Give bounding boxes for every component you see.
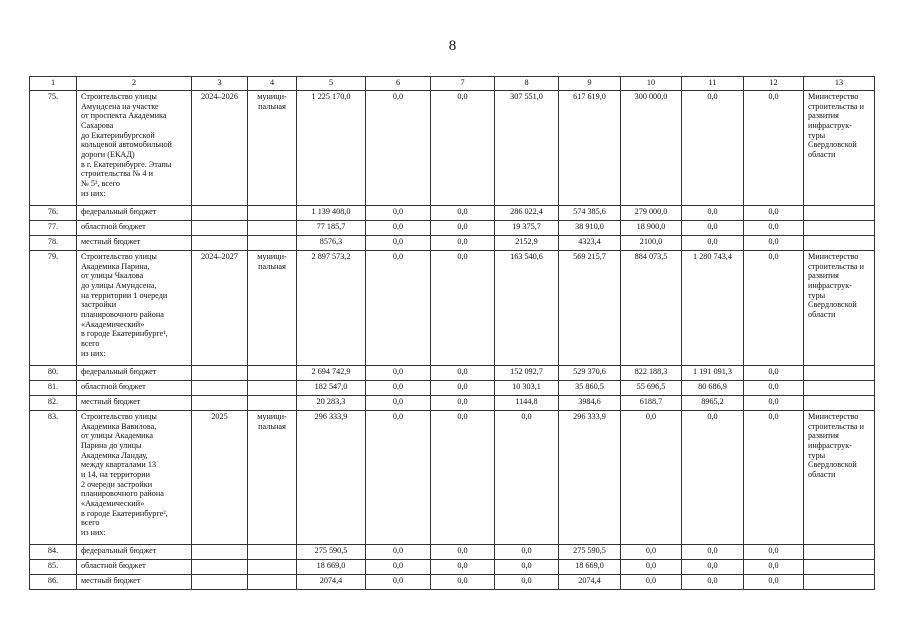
row-period: 2024–2027	[192, 251, 248, 366]
table-row-budget	[30, 381, 875, 396]
row-value-col-8: 10 303,1	[495, 381, 559, 396]
row-value-col-10: 279 000,0	[621, 206, 682, 221]
row-value-col-10: 300 000,0	[621, 91, 682, 206]
table-row-budget	[30, 366, 875, 381]
row-name: федеральный бюджет	[77, 366, 192, 381]
row-value-col-11: 0,0	[682, 545, 744, 560]
row-value-col-10: 6188,7	[621, 396, 682, 411]
row-name: Строительство улицы Академика Вавилова, от улицы Академика Парина до улицы Академика Ландау, между кварталами 13 и 14, на территории 2 очереди застройки планировочного района «Академический» в городе Екатеринбурге², всего из них:	[77, 411, 192, 545]
column-header-3: 3	[192, 77, 248, 91]
row-owner: муници- пальная	[248, 91, 297, 206]
row-value-col-5: 2 694 742,9	[297, 366, 366, 381]
row-value-col-7: 0,0	[431, 366, 495, 381]
row-value-col-9: 275 590,5	[559, 545, 621, 560]
row-value-col-12: 0,0	[744, 411, 804, 545]
row-period	[192, 221, 248, 236]
column-header-13: 13	[804, 77, 875, 91]
page-number: 8	[448, 38, 457, 54]
row-period	[192, 236, 248, 251]
table-row-budget	[30, 236, 875, 251]
row-number: 75.	[30, 91, 77, 206]
row-value-col-9: 296 333,9	[559, 411, 621, 545]
row-value-col-8: 2152,9	[495, 236, 559, 251]
row-value-col-10: 884 073,5	[621, 251, 682, 366]
row-value-col-8: 286 022,4	[495, 206, 559, 221]
column-header-2: 2	[77, 77, 192, 91]
row-value-col-6: 0,0	[366, 560, 431, 575]
row-value-col-9: 3984,6	[559, 396, 621, 411]
row-value-col-7: 0,0	[431, 221, 495, 236]
table-row-budget	[30, 396, 875, 411]
row-value-col-6: 0,0	[366, 91, 431, 206]
row-value-col-7: 0,0	[431, 381, 495, 396]
row-owner	[248, 545, 297, 560]
row-executor-empty	[804, 575, 875, 590]
row-name: областной бюджет	[77, 221, 192, 236]
row-value-col-7: 0,0	[431, 396, 495, 411]
row-value-col-8: 163 540,6	[495, 251, 559, 366]
row-owner: муници- пальная	[248, 411, 297, 545]
row-period	[192, 366, 248, 381]
table-row-project	[30, 91, 875, 206]
row-value-col-6: 0,0	[366, 221, 431, 236]
row-value-col-5: 1 225 170,0	[297, 91, 366, 206]
row-owner	[248, 575, 297, 590]
row-name: местный бюджет	[77, 575, 192, 590]
row-period	[192, 206, 248, 221]
row-period	[192, 575, 248, 590]
row-value-col-5: 20 283,3	[297, 396, 366, 411]
row-value-col-7: 0,0	[431, 236, 495, 251]
row-value-col-10: 822 188,3	[621, 366, 682, 381]
row-number: 82.	[30, 396, 77, 411]
row-name: Строительство улицы Амундсена на участке от проспекта Академика Сахарова до Екатеринбургской кольцевой автомобильной дороги (ЕКАД) в г. Екатеринбурге. Этапы строительства № 4 и № 5³, всего из них:	[77, 91, 192, 206]
row-value-col-6: 0,0	[366, 381, 431, 396]
row-value-col-9: 569 215,7	[559, 251, 621, 366]
row-value-col-11: 0,0	[682, 411, 744, 545]
row-value-col-11: 0,0	[682, 575, 744, 590]
row-value-col-6: 0,0	[366, 251, 431, 366]
row-period	[192, 545, 248, 560]
row-value-col-6: 0,0	[366, 396, 431, 411]
row-value-col-5: 8576,3	[297, 236, 366, 251]
row-value-col-9: 529 370,6	[559, 366, 621, 381]
row-period	[192, 381, 248, 396]
row-value-col-11: 0,0	[682, 91, 744, 206]
row-period: 2025	[192, 411, 248, 545]
row-executor-empty	[804, 221, 875, 236]
row-value-col-9: 4323,4	[559, 236, 621, 251]
row-executor: Министерство строительства и развития инфраструк- туры Свердловской области	[804, 411, 875, 545]
row-value-col-9: 617 619,0	[559, 91, 621, 206]
table-row-budget	[30, 560, 875, 575]
row-executor-empty	[804, 381, 875, 396]
row-value-col-7: 0,0	[431, 575, 495, 590]
row-number: 83.	[30, 411, 77, 545]
row-number: 79.	[30, 251, 77, 366]
row-value-col-12: 0,0	[744, 206, 804, 221]
row-value-col-12: 0,0	[744, 381, 804, 396]
row-number: 85.	[30, 560, 77, 575]
row-value-col-7: 0,0	[431, 91, 495, 206]
row-period	[192, 396, 248, 411]
row-owner	[248, 560, 297, 575]
table-row-project	[30, 251, 875, 366]
row-value-col-9: 2074,4	[559, 575, 621, 590]
row-executor-empty	[804, 366, 875, 381]
row-number: 80.	[30, 366, 77, 381]
table-row-budget	[30, 575, 875, 590]
column-header-9: 9	[559, 77, 621, 91]
row-executor: Министерство строительства и развития инфраструк- туры Свердловской области	[804, 91, 875, 206]
row-value-col-8: 0,0	[495, 411, 559, 545]
row-value-col-12: 0,0	[744, 560, 804, 575]
row-executor: Министерство строительства и развития инфраструк- туры Свердловской области	[804, 251, 875, 366]
row-executor-empty	[804, 545, 875, 560]
row-value-col-6: 0,0	[366, 575, 431, 590]
row-owner	[248, 236, 297, 251]
row-value-col-6: 0,0	[366, 545, 431, 560]
row-value-col-11: 0,0	[682, 236, 744, 251]
column-header-7: 7	[431, 77, 495, 91]
row-value-col-10: 0,0	[621, 575, 682, 590]
row-number: 77.	[30, 221, 77, 236]
column-header-4: 4	[248, 77, 297, 91]
row-value-col-9: 574 385,6	[559, 206, 621, 221]
row-value-col-11: 8965,2	[682, 396, 744, 411]
row-owner	[248, 381, 297, 396]
row-value-col-11: 0,0	[682, 221, 744, 236]
row-value-col-12: 0,0	[744, 236, 804, 251]
row-value-col-5: 275 590,5	[297, 545, 366, 560]
row-number: 81.	[30, 381, 77, 396]
table-row-project	[30, 411, 875, 545]
row-value-col-12: 0,0	[744, 396, 804, 411]
row-value-col-6: 0,0	[366, 411, 431, 545]
row-value-col-7: 0,0	[431, 251, 495, 366]
row-number: 86.	[30, 575, 77, 590]
row-value-col-8: 1144,8	[495, 396, 559, 411]
row-number: 78.	[30, 236, 77, 251]
row-name: местный бюджет	[77, 396, 192, 411]
row-executor-empty	[804, 206, 875, 221]
row-value-col-12: 0,0	[744, 91, 804, 206]
row-value-col-8: 0,0	[495, 560, 559, 575]
row-value-col-8: 307 551,0	[495, 91, 559, 206]
row-value-col-7: 0,0	[431, 545, 495, 560]
row-owner	[248, 366, 297, 381]
row-value-col-10: 0,0	[621, 545, 682, 560]
row-name: федеральный бюджет	[77, 206, 192, 221]
row-period: 2024–2026	[192, 91, 248, 206]
row-value-col-5: 77 185,7	[297, 221, 366, 236]
column-header-6: 6	[366, 77, 431, 91]
row-value-col-7: 0,0	[431, 560, 495, 575]
table-row-budget	[30, 206, 875, 221]
row-value-col-10: 0,0	[621, 411, 682, 545]
budget-table	[29, 76, 875, 590]
column-header-12: 12	[744, 77, 804, 91]
row-value-col-10: 55 696,5	[621, 381, 682, 396]
row-executor-empty	[804, 236, 875, 251]
row-value-col-12: 0,0	[744, 251, 804, 366]
row-value-col-11: 1 191 091,3	[682, 366, 744, 381]
row-value-col-10: 18 900,0	[621, 221, 682, 236]
row-value-col-11: 0,0	[682, 560, 744, 575]
row-value-col-11: 1 280 743,4	[682, 251, 744, 366]
row-value-col-5: 18 669,0	[297, 560, 366, 575]
row-value-col-7: 0,0	[431, 411, 495, 545]
row-name: местный бюджет	[77, 236, 192, 251]
table-header-row	[30, 77, 875, 91]
row-executor-empty	[804, 560, 875, 575]
column-header-8: 8	[495, 77, 559, 91]
row-name: областной бюджет	[77, 560, 192, 575]
row-value-col-9: 35 860,5	[559, 381, 621, 396]
row-value-col-5: 296 333,9	[297, 411, 366, 545]
table-row-budget	[30, 545, 875, 560]
column-header-10: 10	[621, 77, 682, 91]
row-value-col-6: 0,0	[366, 366, 431, 381]
row-number: 84.	[30, 545, 77, 560]
row-value-col-11: 80 686,9	[682, 381, 744, 396]
row-value-col-12: 0,0	[744, 575, 804, 590]
row-value-col-8: 152 092,7	[495, 366, 559, 381]
row-value-col-8: 0,0	[495, 545, 559, 560]
row-value-col-10: 0,0	[621, 560, 682, 575]
row-value-col-6: 0,0	[366, 236, 431, 251]
row-value-col-12: 0,0	[744, 545, 804, 560]
column-header-5: 5	[297, 77, 366, 91]
row-value-col-8: 19 375,7	[495, 221, 559, 236]
row-value-col-7: 0,0	[431, 206, 495, 221]
row-value-col-5: 2074,4	[297, 575, 366, 590]
row-period	[192, 560, 248, 575]
row-value-col-9: 18 669,0	[559, 560, 621, 575]
row-name: областной бюджет	[77, 381, 192, 396]
row-value-col-9: 38 910,0	[559, 221, 621, 236]
row-owner	[248, 221, 297, 236]
row-value-col-6: 0,0	[366, 206, 431, 221]
row-value-col-12: 0,0	[744, 366, 804, 381]
table-row-budget	[30, 221, 875, 236]
row-value-col-5: 1 139 408,0	[297, 206, 366, 221]
row-value-col-11: 0,0	[682, 206, 744, 221]
row-owner	[248, 206, 297, 221]
row-executor-empty	[804, 396, 875, 411]
column-header-11: 11	[682, 77, 744, 91]
row-number: 76.	[30, 206, 77, 221]
column-header-1: 1	[30, 77, 77, 91]
row-value-col-10: 2100,0	[621, 236, 682, 251]
row-name: федеральный бюджет	[77, 545, 192, 560]
row-value-col-5: 2 897 573,2	[297, 251, 366, 366]
row-value-col-12: 0,0	[744, 221, 804, 236]
row-value-col-5: 182 547,0	[297, 381, 366, 396]
row-value-col-8: 0,0	[495, 575, 559, 590]
row-name: Строительство улицы Академика Парина, от улицы Чкалова до улицы Амундсена, на территории 1 очереди застройки планировочного района «Академический» в городе Екатеринбурге¹, всего из них:	[77, 251, 192, 366]
row-owner: муници- пальная	[248, 251, 297, 366]
row-owner	[248, 396, 297, 411]
